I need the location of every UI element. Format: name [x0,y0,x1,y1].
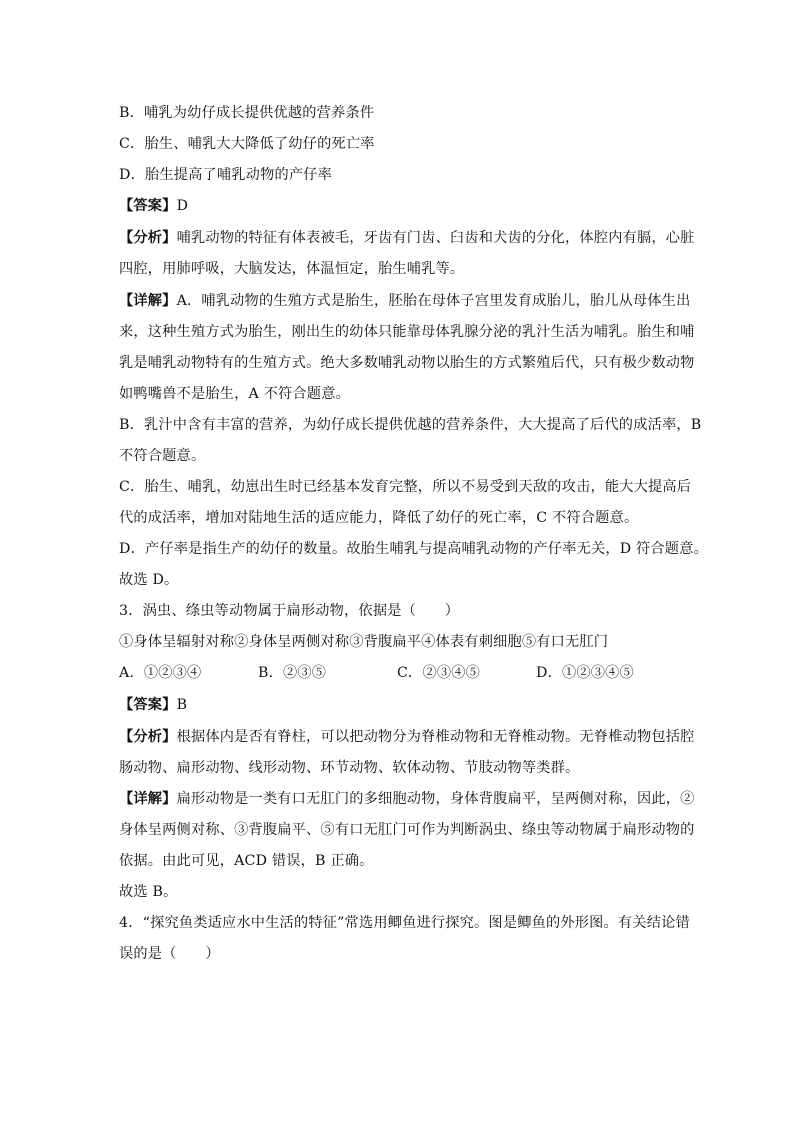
option-a: A．①②③④ [119,665,202,681]
question-3-statements: ①身体呈辐射对称②身体呈两侧对称③背腹扁平④体表有刺细胞⑤有口无肛门 [119,634,609,650]
answer-tag: 【答案】 [119,198,177,214]
option-d: D．①②③④⑤ [536,665,634,681]
option-c: C．②③④⑤ [397,665,480,681]
detail-line: 如鸭嘴兽不是胎生，A 不符合题意。 [119,386,350,402]
detail-line: C．胎生、哺乳，幼崽出生时已经基本发育完整，所以不易受到天敌的攻击，能大大提高后 [119,479,692,495]
detail-text: 扁形动物是一类有口无肛门的多细胞动物，身体背腹扁平，呈两侧对称，因此，② [176,791,695,807]
analysis-text: 哺乳动物的特征有体表被毛，牙齿有门齿、臼齿和犬齿的分化，体腔内有膈，心脏 [176,230,695,246]
detail-line: 依据。由此可见，ACD 错误，B 正确。 [119,853,374,869]
analysis-line: 肠动物、扁形动物、线形动物、环节动物、软体动物、节肢动物等类群。 [119,760,580,776]
answer-tag: 【答案】 [119,697,177,713]
answer-value: D [176,198,189,214]
analysis-tag: 【分析】 [119,729,177,745]
detail-line: 不符合题意。 [119,448,206,464]
detail-tag: 【详解】 [119,293,177,309]
analysis-line [119,727,695,747]
option-c-line: C．胎生、哺乳大大降低了幼仔的死亡率 [119,136,375,152]
question-3-options [119,663,659,683]
detail-line: 乳是哺乳动物特有的生殖方式。绝大多数哺乳动物以胎生的方式繁殖后代，只有极少数动物 [119,355,695,371]
question-4-stem: 4．“探究鱼类适应水中生活的特征”常选用鲫鱼进行探究。图是鲫鱼的外形图。有关结论错 [119,915,690,931]
detail-line: 身体呈两侧对称、③背腹扁平、⑤有口无肛门可作为判断涡虫、绦虫等动物属于扁形动物的 [119,822,695,838]
analysis-line [119,228,695,248]
question-4-stem: 误的是（ ） [119,946,220,962]
answer-line [119,695,187,715]
detail-line: D．产仔率是指生产的幼仔的数量。故胎生哺乳与提高哺乳动物的产仔率无关，D 符合题意。 [119,541,708,557]
option-b-line: B．哺乳为幼仔成长提供优越的营养条件 [119,105,375,121]
detail-tag: 【详解】 [119,791,177,807]
analysis-text: 根据体内是否有脊柱，可以把动物分为脊椎动物和无脊椎动物。无脊椎动物包括腔 [176,729,695,745]
answer-value: B [176,697,188,713]
analysis-tag: 【分析】 [119,230,177,246]
detail-text: A．哺乳动物的生殖方式是胎生，胚胎在母体子宫里发育成胎儿，胎儿从母体生出 [176,293,691,309]
detail-line: 代的成活率，增加对陆地生活的适应能力，降低了幼仔的死亡率，C 不符合题意。 [119,510,639,526]
option-d-line: D．胎生提高了哺乳动物的产仔率 [119,167,333,183]
analysis-line: 四腔，用肺呼吸，大脑发达，体温恒定，胎生哺乳等。 [119,261,465,277]
conclusion-line: 故选 D。 [119,572,179,588]
question-3-stem: 3．涡虫、绦虫等动物属于扁形动物，依据是（ ） [119,603,460,619]
answer-line [119,196,188,216]
conclusion-line: 故选 B。 [119,884,178,900]
option-b: B．②③⑤ [258,665,327,681]
detail-line [119,291,691,311]
detail-line: B．乳汁中含有丰富的营养，为幼仔成长提供优越的营养条件，大大提高了后代的成活率，B [119,417,702,433]
detail-line: 来，这种生殖方式为胎生，刚出生的幼体只能靠母体乳腺分泌的乳汁生活为哺乳。胎生和哺 [119,324,695,340]
detail-line [119,789,695,809]
